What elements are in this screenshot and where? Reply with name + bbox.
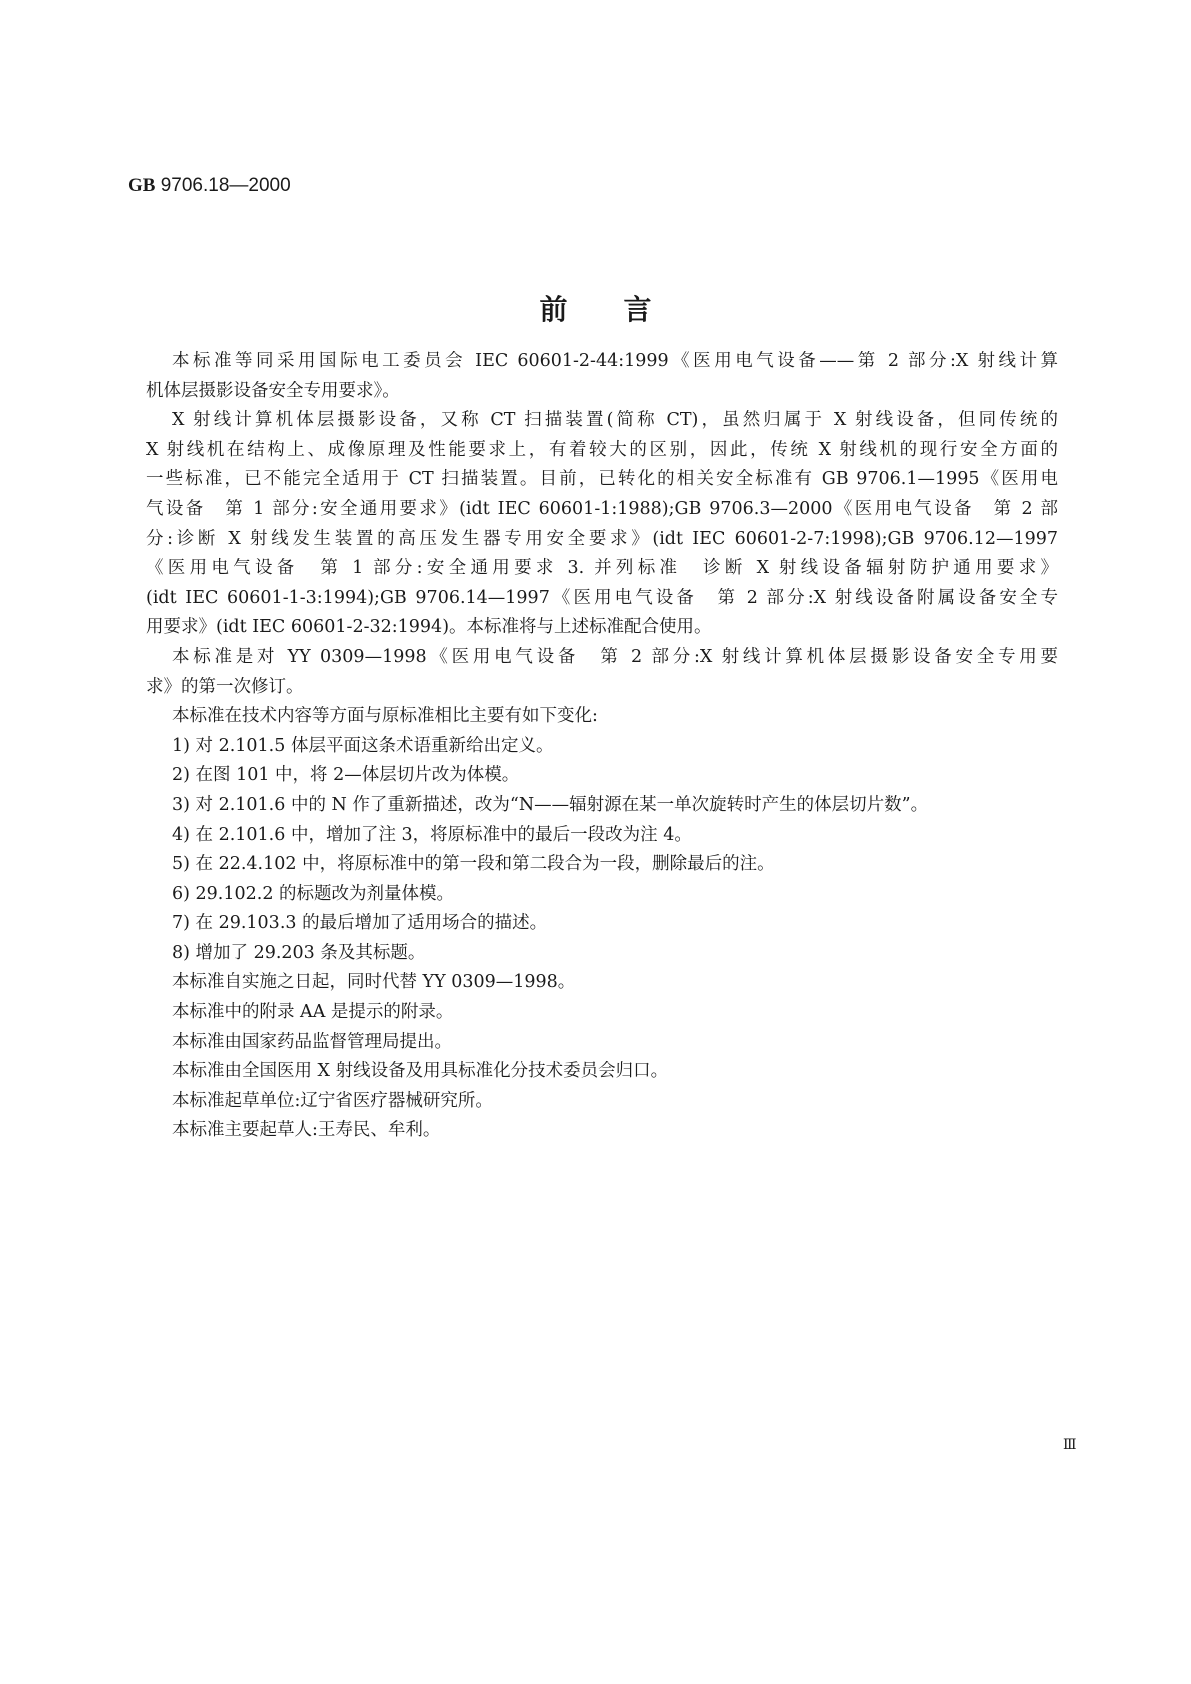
paragraph-line: X 射线机在结构上、成像原理及性能要求上，有着较大的区别，因此，传统 X 射线机的现行安全方面的 — [146, 439, 1058, 460]
paragraph — [146, 880, 1058, 910]
paragraph-line: 本标准等同采用国际电工委员会 IEC 60601-2-44:1999《医用电气设备——第 2 部分:X 射线计算 — [172, 351, 1058, 371]
paragraph — [146, 1116, 1058, 1146]
paragraph — [146, 850, 1058, 880]
paragraph — [146, 909, 1058, 939]
paragraph-line: 本标准由国家药品监督管理局提出。 — [172, 1031, 452, 1052]
paragraph-line: 本标准由全国医用 X 射线设备及用具标准化分技术委员会归口。 — [172, 1061, 669, 1082]
paragraph-line: 气设备 第 1 部分:安全通用要求》(idt IEC 60601-1:1988);GB 9706.3—2000《医用电气设备 第 2 部 — [146, 498, 1058, 519]
paragraph — [146, 643, 1058, 702]
paragraph — [146, 732, 1058, 762]
paragraph — [146, 406, 1058, 643]
paragraph-line: 一些标准，已不能完全适用于 CT 扫描装置。目前，已转化的相关安全标准有 GB 9706.1—1995《医用电 — [146, 469, 1058, 490]
paragraph-line: 本标准是对 YY 0309—1998《医用电气设备 第 2 部分:X 射线计算机体层摄影设备安全专用要 — [172, 646, 1058, 667]
paragraph-line: X 射线计算机体层摄影设备，又称 CT 扫描装置(简称 CT)，虽然归属于 X 射线设备，但同传统的 — [172, 410, 1058, 431]
paragraph-line: 4) 在 2.101.6 中，增加了注 3，将原标准中的最后一段改为注 4。 — [172, 824, 692, 845]
paragraph-line: 7) 在 29.103.3 的最后增加了适用场合的描述。 — [172, 913, 548, 934]
standard-prefix: GB — [128, 175, 156, 196]
paragraph — [146, 761, 1058, 791]
document-body — [146, 347, 1058, 1146]
paragraph — [146, 791, 1058, 821]
paragraph-line: 机体层摄影设备安全专用要求》。 — [146, 380, 400, 401]
paragraph-line: 本标准在技术内容等方面与原标准相比主要有如下变化: — [172, 706, 598, 727]
document-header — [128, 175, 291, 197]
paragraph-line: 本标准起草单位:辽宁省医疗器械研究所。 — [172, 1090, 493, 1111]
paragraph-line: 《医用电气设备 第 1 部分:安全通用要求 3. 并列标准 诊断 X 射线设备辐射防护通用要求》 — [146, 558, 1058, 579]
paragraph — [146, 702, 1058, 732]
paragraph — [146, 1028, 1058, 1058]
paragraph — [146, 1087, 1058, 1117]
paragraph-line: 6) 29.102.2 的标题改为剂量体模。 — [172, 883, 455, 904]
paragraph-line: (idt IEC 60601-1-3:1994);GB 9706.14—1997《医用电气设备 第 2 部分:X 射线设备附属设备安全专 — [146, 587, 1058, 608]
paragraph-line: 用要求》(idt IEC 60601-2-32:1994)。本标准将与上述标准配合使用。 — [146, 617, 712, 638]
paragraph — [146, 939, 1058, 969]
paragraph-line: 5) 在 22.4.102 中，将原标准中的第一段和第二段合为一段，删除最后的注。 — [172, 854, 775, 875]
page-number: Ⅲ — [1063, 1437, 1077, 1453]
paragraph-line: 2) 在图 101 中，将 2—体层切片改为体模。 — [172, 765, 520, 786]
paragraph-line: 本标准主要起草人:王寿民、牟利。 — [172, 1120, 441, 1141]
paragraph-line: 3) 对 2.101.6 中的 N 作了重新描述，改为“N——辐射源在某一单次旋转时产生的体层切片数”。 — [172, 794, 929, 815]
paragraph — [146, 1057, 1058, 1087]
paragraph-line: 本标准中的附录 AA 是提示的附录。 — [172, 1002, 454, 1023]
paragraph — [146, 347, 1058, 406]
standard-code: 9706.18—2000 — [160, 175, 291, 196]
paragraph — [146, 968, 1058, 998]
paragraph-line: 8) 增加了 29.203 条及其标题。 — [172, 942, 426, 963]
paragraph-line: 分:诊断 X 射线发生装置的高压发生器专用安全要求》(idt IEC 60601-2-7:1998);GB 9706.12—1997 — [146, 528, 1058, 549]
paragraph-line: 本标准自实施之日起，同时代替 YY 0309—1998。 — [172, 972, 576, 993]
paragraph-line: 求》的第一次修订。 — [146, 676, 304, 697]
paragraph — [146, 821, 1058, 851]
paragraph-line: 1) 对 2.101.5 体层平面这条术语重新给出定义。 — [172, 735, 554, 756]
page-title: 前言 — [539, 293, 708, 326]
paragraph — [146, 998, 1058, 1028]
